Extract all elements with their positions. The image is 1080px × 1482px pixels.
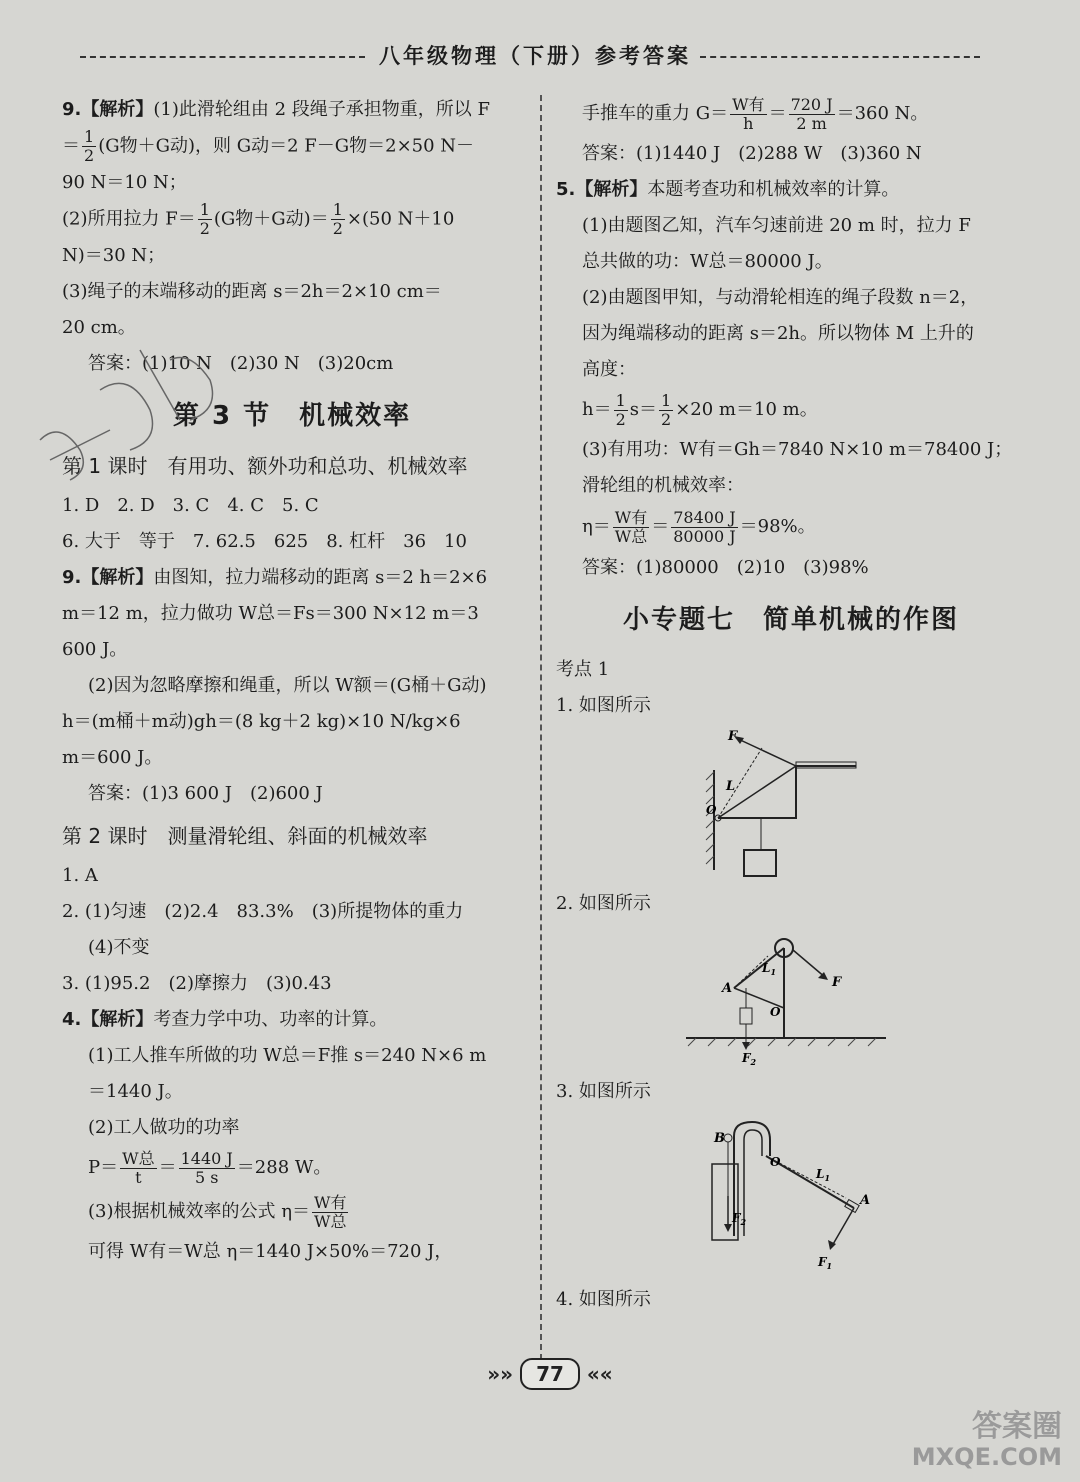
q4-line1 (62, 1002, 522, 1038)
numerator: W总 (122, 1148, 155, 1168)
denominator: W总 (614, 526, 648, 546)
question-number: 9. (62, 99, 82, 120)
q9b-line5: h＝(m桶＋m动)gh＝(8 kg＋2 kg)×10 N/kg×6 (62, 711, 461, 732)
denominator: 2 (661, 409, 672, 429)
q9b-line2: m＝12 m，拉力做功 W总＝Fs＝300 N×12 m＝3 (62, 603, 479, 624)
fig-label-L1: $L_1$ (762, 961, 777, 977)
analysis-tag: 【解析】 (81, 1009, 154, 1030)
text: ×(50 N＋10 (346, 208, 455, 230)
handwriting-scribble (20, 330, 240, 490)
denominator: 2 (332, 219, 343, 238)
analysis-tag: 【解析】 (575, 179, 648, 200)
q9b-answer: 答案：(1)3 600 J (2)600 J (88, 783, 323, 804)
q9b-line6: m＝600 J。 (62, 747, 163, 768)
figure-caption: 4. 如图所示 (556, 1289, 651, 1310)
text: ＝ (158, 1157, 177, 1178)
pump-lever-diagram (556, 1116, 1026, 1276)
denominator: t (135, 1167, 142, 1187)
fraction (331, 201, 345, 238)
left-column (62, 92, 522, 1270)
numerator: W有 (314, 1192, 347, 1212)
q9b-line4: (2)因为忽略摩擦和绳重，所以 W额＝(G桶＋G动) (88, 675, 487, 696)
fig-label-A: A (860, 1193, 871, 1208)
fraction (312, 1194, 348, 1231)
figure-2 (556, 928, 1026, 1068)
page-header (80, 38, 980, 78)
numerator: 1440 J (180, 1148, 233, 1168)
fig-label-F1: $F_1$ (818, 1255, 833, 1271)
text: 考查力学中功、功率的计算。 (153, 1009, 388, 1030)
q4-line7: 可得 W有＝W总 η＝1440 J×50%＝720 J， (88, 1241, 453, 1262)
q4-line4: (2)工人做功的功率 (88, 1117, 240, 1138)
q5-line5: 因为绳端移动的距离 s＝2h。所以物体 M 上升的 (582, 323, 974, 344)
denominator: 2 (84, 146, 95, 165)
text: (2)所用拉力 F＝ (62, 208, 196, 230)
text: ＝98%。 (739, 516, 816, 537)
numerator: 1 (332, 200, 343, 219)
fig-label-F: F (728, 730, 738, 744)
denominator: 2 (615, 409, 626, 429)
text: ＝ (651, 516, 670, 537)
numerator: 78400 J (673, 507, 736, 527)
text: (G物＋G动)＝ (213, 208, 329, 230)
denominator: 2 m (796, 113, 827, 133)
q4-line3: ＝1440 J。 (88, 1081, 183, 1102)
figure-caption: 3. 如图所示 (556, 1081, 651, 1102)
fig-label-O: O (770, 1005, 781, 1019)
header-title: 八年级物理（下册）参考答案 (379, 44, 691, 68)
answer-line: 1. A (62, 865, 98, 886)
q9a-line2 (62, 128, 522, 165)
column-divider (540, 95, 542, 1370)
fraction (659, 392, 673, 429)
fraction (179, 1150, 235, 1187)
q5-answer: 答案：(1)80000 (2)10 (3)98% (582, 557, 869, 578)
section-title: 小专题七 简单机械的作图 (622, 605, 959, 635)
text: 手推车的重力 G＝ (582, 103, 729, 124)
arrow-left-icon: «« (586, 1362, 613, 1386)
answer-line: 2. (1)匀速 (2)2.4 83.3% (3)所提物体的重力 (62, 901, 464, 922)
watermark-url: MXQE.COM (911, 1443, 1062, 1471)
text: ＝288 W。 (236, 1157, 332, 1178)
q5-line4: (2)由题图甲知，与动滑轮相连的绳子段数 n＝2， (582, 287, 979, 308)
text: P＝ (88, 1157, 119, 1178)
fraction (198, 201, 212, 238)
kaodian-label: 考点 1 (556, 659, 610, 680)
fraction (614, 392, 628, 429)
numerator: W有 (732, 94, 765, 114)
q4-cont-line (556, 92, 1026, 136)
q5-line6: 高度： (582, 359, 636, 380)
q5-line10 (556, 504, 1026, 550)
text: 由图知，拉力端移动的距离 s＝2 h＝2×6 (153, 567, 488, 588)
denominator: 2 (199, 219, 210, 238)
fig-label-F: F (832, 975, 842, 990)
analysis-tag: 【解析】 (81, 99, 154, 120)
text: s＝ (629, 399, 658, 420)
fig-label-F2: $F_2$ (742, 1051, 757, 1067)
numerator: 1 (615, 390, 626, 410)
lesson-title: 第 1 课时 有用功、额外功和总功、机械效率 (62, 454, 468, 478)
fraction (120, 1150, 156, 1187)
q5-line2: (1)由题图乙知，汽车匀速前进 20 m 时，拉力 F (582, 215, 971, 236)
q9a-answer: 答案：(1)10 N (2)30 N (3)20cm (88, 353, 394, 374)
right-column (556, 92, 1026, 1318)
fig-label-L1: $L_1$ (816, 1167, 831, 1183)
figure-caption: 2. 如图所示 (556, 893, 651, 914)
q5-line1 (556, 172, 1026, 208)
page-number: 77 (520, 1358, 580, 1390)
text: (G物＋G动)，则 G动＝2 F－G物＝2×50 N－ (98, 135, 475, 157)
q5-line3: 总共做的功：W总＝80000 J。 (582, 251, 833, 272)
analysis-tag: 【解析】 (81, 567, 154, 588)
denominator: 80000 J (673, 526, 736, 546)
q9b-line1 (62, 560, 522, 596)
answer-line: 3. (1)95.2 (2)摩擦力 (3)0.43 (62, 973, 332, 994)
header-rule-right (700, 56, 980, 58)
pulley-lever-diagram (556, 928, 1026, 1068)
q4-line6 (62, 1190, 522, 1234)
fig-label-O: O (706, 803, 717, 817)
text: η＝ (582, 516, 611, 537)
fig-label-B: B (714, 1131, 725, 1146)
fig-label-A: A (722, 981, 733, 996)
denominator: 5 s (194, 1167, 219, 1187)
q9a-line7: 20 cm。 (62, 317, 136, 338)
question-number: 9. (62, 567, 82, 588)
q9a-line1 (62, 92, 522, 128)
watermark-text: 答案圈 (972, 1409, 1062, 1444)
fig-label-F2: $F_2$ (732, 1211, 747, 1227)
q9a-line6: (3)绳子的末端移动的距离 s＝2h＝2×10 cm＝ (62, 281, 442, 302)
q5-line8: (3)有用功：W有＝Gh＝7840 N×10 m＝78400 J； (582, 439, 1013, 460)
fraction (671, 509, 737, 546)
numerator: 720 J (790, 94, 833, 114)
figure-caption: 1. 如图所示 (556, 695, 651, 716)
fig-label-O: O (770, 1155, 781, 1169)
numerator: W有 (614, 507, 648, 527)
q9a-line5: N)＝30 N； (62, 245, 166, 266)
text: (1)此滑轮组由 2 段绳子承担物重，所以 F (153, 99, 490, 120)
q4-line5 (62, 1146, 522, 1190)
q4-answer: 答案：(1)1440 J (2)288 W (3)360 N (582, 143, 922, 164)
denominator: W总 (314, 1211, 347, 1231)
text: ×20 m＝10 m。 (675, 399, 818, 420)
text: ＝ (62, 135, 80, 157)
numerator: 1 (84, 127, 95, 146)
figure-3 (556, 1116, 1026, 1276)
fill-answers: 6. 大于 等于 7. 62.5 625 8. 杠杆 36 10 (62, 531, 467, 552)
header-rule-left (80, 56, 365, 58)
q5-line9: 滑轮组的机械效率： (582, 475, 744, 496)
q9a-line3: 90 N＝10 N； (62, 172, 187, 193)
fraction (789, 96, 835, 133)
numerator: 1 (661, 390, 672, 410)
text: ＝360 N。 (836, 103, 929, 124)
fig-label-L: L (726, 779, 736, 794)
lever-diagram-1 (556, 730, 1026, 880)
q9b-line3: 600 J。 (62, 639, 128, 660)
text: 本题考查功和机械效率的计算。 (647, 179, 900, 200)
arrow-right-icon: »» (487, 1362, 514, 1386)
text: ＝ (768, 103, 787, 124)
question-number: 4. (62, 1009, 82, 1030)
section-title: 第 3 节 机械效率 (172, 401, 412, 431)
q9a-line4 (62, 201, 522, 238)
lesson-title: 第 2 课时 测量滑轮组、斜面的机械效率 (62, 824, 428, 848)
text: (3)根据机械效率的公式 η＝ (88, 1201, 311, 1222)
page-footer (470, 1358, 630, 1398)
denominator: h (743, 113, 754, 133)
watermark-logo (911, 1409, 1062, 1472)
answer-line: (4)不变 (88, 937, 150, 958)
choice-answers: 1. D 2. D 3. C 4. C 5. C (62, 495, 319, 516)
fraction (613, 509, 649, 546)
question-number: 5. (556, 179, 576, 200)
figure-1 (556, 730, 1026, 880)
text: h＝ (582, 399, 612, 420)
numerator: 1 (199, 200, 210, 219)
q5-line7 (556, 388, 1026, 432)
q4-line2: (1)工人推车所做的功 W总＝F推 s＝240 N×6 m (88, 1045, 487, 1066)
fraction (730, 96, 766, 133)
fraction (82, 128, 96, 165)
